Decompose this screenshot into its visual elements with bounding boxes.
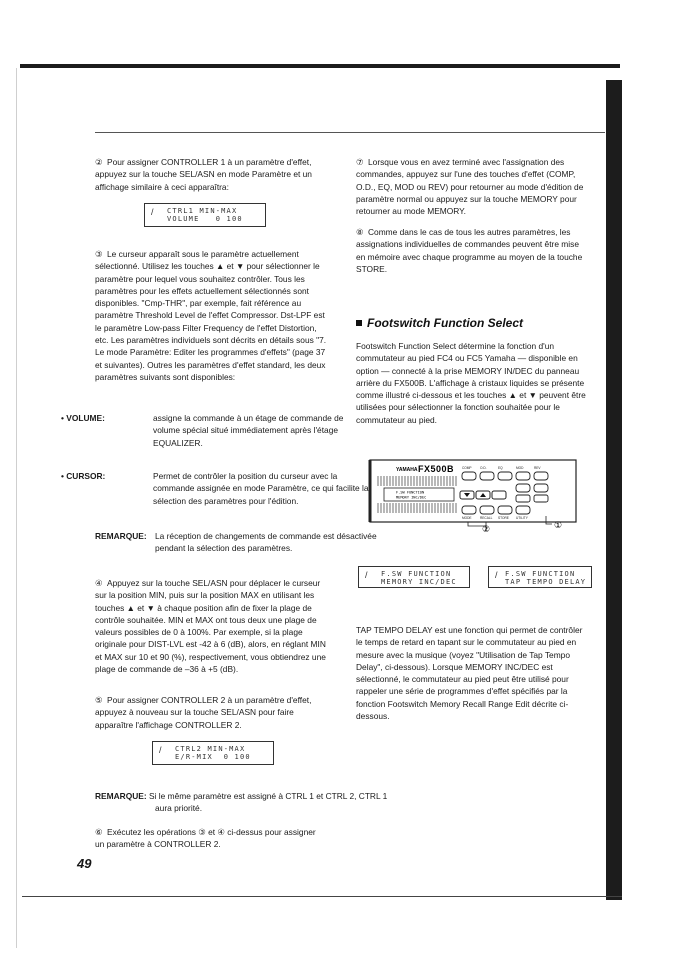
step-6-marker: ⑥ xyxy=(95,827,103,837)
volume-definition: • VOLUME: assigne la commande à un étage de commande de volume spécial situé immédiatement après l'étage EQUALIZER. xyxy=(61,413,344,448)
fx500b-front-panel xyxy=(368,458,590,532)
step-2-marker: ② xyxy=(95,157,103,167)
device-key-eq: EQ xyxy=(498,466,503,470)
remark-2: REMARQUE: Si le même paramètre est assigné à CTRL 1 et CTRL 2, CTRL 1 aura priorité. xyxy=(95,791,388,814)
step-3-paragraph: ③ Le curseur apparaît sous le paramètre actuellement sélectionné. Utilisez les touches ▲ et ▼ pour sélectionner le paramètre pour lequel vous souhaitez contrôler. Tous les paramètres pour les effets actuellement sélectionnés sont disponibles. "Cmp-THR", par exemple, fait référence au paramètre Threshold Level de l'effet Compressor. Dst-LPF est le paramètre Low-pass Filter Frequency de l'effet Distortion, etc. Les paramètres individuels sont décrits en détails sous "7. Le mode Paramètre: Editer les programmes d'effets" (page 37 et suivantes). Outres les paramètres d'effet standard, les deux paramètres suivants sont disponibles: xyxy=(95,249,327,382)
step-5-marker: ⑤ xyxy=(95,695,103,705)
device-key-mod: MOD xyxy=(516,466,524,470)
footer-rule xyxy=(22,896,622,897)
tap-tempo-paragraph: TAP TEMPO DELAY est une fonction qui permet de contrôler le temps de retard en tapant sur le commutateur au pied en mesure avec la musique (voyez "Utilisation de Tap Tempo Delay", ci-dessous). Lorsque MEMORY INC/DEC est sélectionné, le commutateur au pied peut être utilisé pour rappeler une série de programmes d'effet spécifiés par la fonction Footswitch Memory Recall Range Edit décrite ci-dessous. xyxy=(356,625,583,722)
header-rule xyxy=(95,132,605,133)
step-4-marker: ④ xyxy=(95,578,103,588)
device-key-rev: REV xyxy=(534,466,541,470)
lcd-display-memory-incdec: / F.SW FUNCTION MEMORY INC/DEC xyxy=(358,566,470,588)
device-key-comp: COMP xyxy=(462,466,472,470)
device-model: FX500B xyxy=(418,464,455,474)
cursor-definition: • CURSOR: Permet de contrôler la position du curseur avec la commande assignée en mode Paramètre, ce qui facilite la sélection des paramètres pour l'édition. xyxy=(61,471,369,506)
device-key-utility: UTILITY xyxy=(516,516,528,520)
lcd-display-tap-tempo: / F.SW FUNCTION TAP TEMPO DELAY xyxy=(488,566,592,588)
device-key-od: O.D. xyxy=(480,466,487,470)
callout-2: ② xyxy=(482,525,491,532)
step-6-paragraph: ⑥ Exécutez les opérations ③ et ④ ci-dessus pour assigner un paramètre à CONTROLLER 2. xyxy=(95,827,316,850)
device-brand: YAMAHA xyxy=(396,467,418,473)
device-lcd-line2: MEMORY INC/DEC xyxy=(396,495,427,500)
remark-1: REMARQUE: La réception de changements de commande est désactivée pendant la sélection des paramètres. xyxy=(95,531,377,554)
heading-square-icon xyxy=(356,320,362,326)
device-key-mode: MODE xyxy=(462,516,472,520)
lcd-display-ctrl2: / CTRL2 MIN-MAX E/R-MIX 0 100 xyxy=(152,741,274,765)
footswitch-intro: Footswitch Function Select détermine la fonction d'un commutateur au pied FC4 ou FC5 Yamaha — disponible en option — connecté à la prise MEMORY IN/DEC du panneau arrière du FX500B. L'affichage à cristaux liquides se présente comme illustré ci-dessous et les touches ▲ et ▼ peuvent être utilisées pour sélectionner la fonction souhaitée pour le commutateur au pied. xyxy=(356,341,586,425)
step-3-marker: ③ xyxy=(95,249,103,259)
scan-right-bar xyxy=(606,80,622,900)
scan-left-edge xyxy=(16,68,17,948)
step-7-marker: ⑦ xyxy=(356,157,364,167)
step-8-marker: ⑧ xyxy=(356,227,364,237)
lcd-display-ctrl1: / CTRL1 MIN-MAX VOLUME 0 100 xyxy=(144,203,266,227)
scan-top-bar xyxy=(20,64,620,68)
page-number: 49 xyxy=(77,856,92,871)
step-7-paragraph: ⑦ Lorsque vous en avez terminé avec l'assignation des commandes, appuyez sur l'une des touches d'effet (COMP, O.D., EQ, MOD ou REV) pour retourner au mode d'édition de paramètre normal ou appuyez sur la touche MEMORY pour retourner au mode MEMORY. xyxy=(356,157,584,217)
front-panel-drawing xyxy=(368,458,590,532)
callout-1: ① xyxy=(554,521,563,531)
section-heading: Footswitch Function Select xyxy=(356,316,523,330)
step-5-paragraph: ⑤ Pour assigner CONTROLLER 2 à un paramètre d'effet, appuyez à nouveau sur la touche SEL/ASN pour faire apparaître l'affichage CONTROLLER 2. xyxy=(95,695,312,730)
step-8-paragraph: ⑧ Comme dans le cas de tous les autres paramètres, les assignations individuelles de commandes peuvent être mise en mémoire avec chaque programme au moyen de la touche STORE. xyxy=(356,227,583,274)
device-key-store: STORE xyxy=(498,516,509,520)
step-2-paragraph: ② Pour assigner CONTROLLER 1 à un paramètre d'effet, appuyez sur la touche SEL/ASN en mode Paramètre et un affichage similaire à ceci apparaîtra: xyxy=(95,157,312,192)
device-lcd-line1: F.SW FUNCTION xyxy=(396,490,425,495)
step-4-paragraph: ④ Appuyez sur la touche SEL/ASN pour déplacer le curseur sur la position MIN, puis sur la position MAX en utilisant les touches ▲ et ▼ à chaque position afin de fixer la plage de contrôle souhaitée. MIN et MAX ont tous deux une plage de valeurs possibles de 0 à 100%. Par exemple, si la plage originale pour DIST-LVL est -42 à 6 (dB), alors, en réglant MIN et MAX sur 10 et 90 (%), respectivement, vous obtiendrez une plage de commande de –36 à +5 (dB). xyxy=(95,578,326,675)
device-key-recall: RECALL xyxy=(480,516,493,520)
